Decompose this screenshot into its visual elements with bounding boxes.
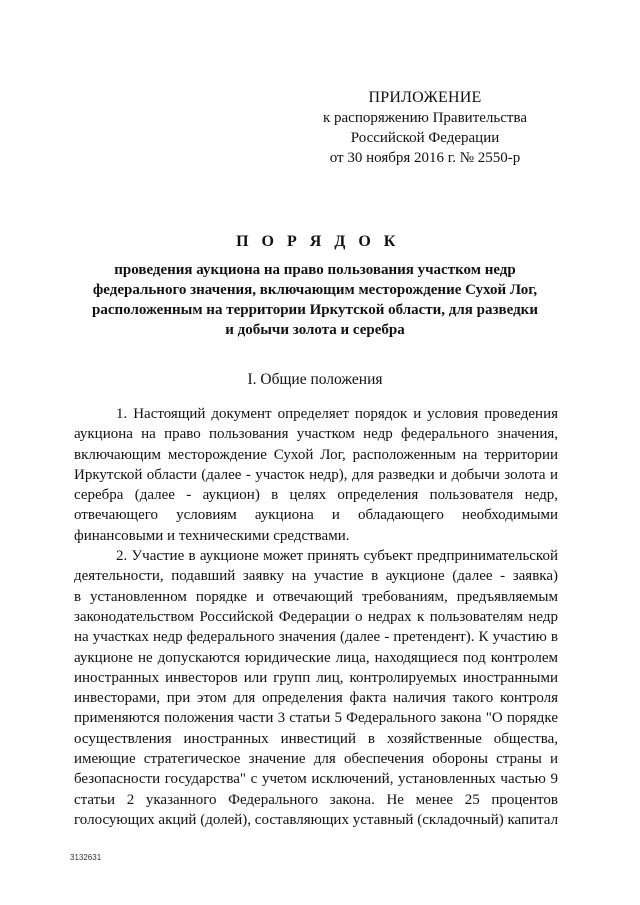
appendix-block bbox=[300, 88, 550, 168]
paragraph-2-line: аукционе не допускаются юридические лица, находящиеся под контролем bbox=[74, 649, 558, 666]
paragraph-2-line: голосующих акций (долей), составляющих уставный (складочный) капитал bbox=[74, 811, 559, 828]
paragraph-2-line: на участках недр федерального значения (далее - претендент). К участию в bbox=[74, 629, 558, 646]
document-subtitle bbox=[70, 260, 560, 340]
paragraph-2-line: в установленном порядке и отвечающий требованиям, предъявляемым bbox=[74, 588, 558, 605]
paragraph-2-line: осуществления иностранных инвестиций в хозяйственные общества, bbox=[74, 730, 558, 747]
paragraph-1-line: 1. Настоящий документ определяет порядок и условия проведения bbox=[116, 406, 558, 422]
subtitle-line: и добычи золота и серебра bbox=[225, 322, 405, 338]
paragraph-2-line: статьи 2 указанного Федерального закона. Не менее 25 процентов bbox=[74, 791, 558, 808]
subtitle-line: расположенным на территории Иркутской области, для разведки bbox=[92, 302, 538, 318]
paragraph-1-line: финансовыми и техническими средствами. bbox=[74, 527, 350, 544]
document-title: П О Р Я Д О К bbox=[236, 233, 400, 250]
appendix-line: к распоряжению Правительства bbox=[322, 110, 527, 126]
paragraph-2-line: безопасности государства" с учетом исключений, установленных частью 9 bbox=[74, 771, 558, 788]
document-number: 3132631 bbox=[70, 853, 102, 862]
paragraph-2-line: инвесторами, при этом для определения факта наличия такого контроля bbox=[74, 690, 558, 707]
paragraph-1-line: серебра (далее - аукцион) в целях определения пользователя недр, bbox=[74, 487, 558, 504]
paragraph-1-line: включающим месторождение Сухой Лог, расположенным на территории bbox=[74, 446, 558, 463]
paragraph-2-line: законодательством Российской Федерации о недрах к пользователям недр bbox=[74, 608, 558, 625]
paragraph-2-line: имеющие стратегическое значение для обеспечения обороны страны и bbox=[74, 751, 558, 768]
appendix-title: ПРИЛОЖЕНИЕ bbox=[368, 89, 482, 106]
paragraph-1-line: отвечающего условиям аукциона и обладающего необходимыми bbox=[74, 507, 558, 524]
paragraph-2-line: 2. Участие в аукционе может принять субъект предпринимательской bbox=[116, 548, 558, 565]
body-text bbox=[74, 404, 558, 830]
paragraph-2-line: применяются положения части 3 статьи 5 Федерального закона "О порядке bbox=[74, 710, 558, 727]
paragraph-1-line: Иркутской области (далее - участок недр), для разведки и добычи золота и bbox=[74, 466, 558, 483]
document-heading bbox=[70, 232, 560, 340]
section-title: I. Общие положения bbox=[247, 371, 383, 388]
paragraph-2-line: деятельности, подавший заявку на участие в аукционе (далее - заявка) bbox=[74, 568, 558, 585]
paragraph-1-line: аукциона на право пользования участком недр федерального значения, bbox=[74, 426, 558, 443]
paragraph-2-line: иностранных инвесторов или групп лиц, контролируемых иностранными bbox=[74, 669, 558, 686]
appendix-date-number: от 30 ноября 2016 г. № 2550-р bbox=[329, 150, 521, 166]
subtitle-line: проведения аукциона на право пользования участком недр bbox=[114, 262, 516, 278]
subtitle-line: федерального значения, включающим месторождение Сухой Лог, bbox=[92, 282, 538, 298]
appendix-line: Российской Федерации bbox=[350, 130, 500, 146]
